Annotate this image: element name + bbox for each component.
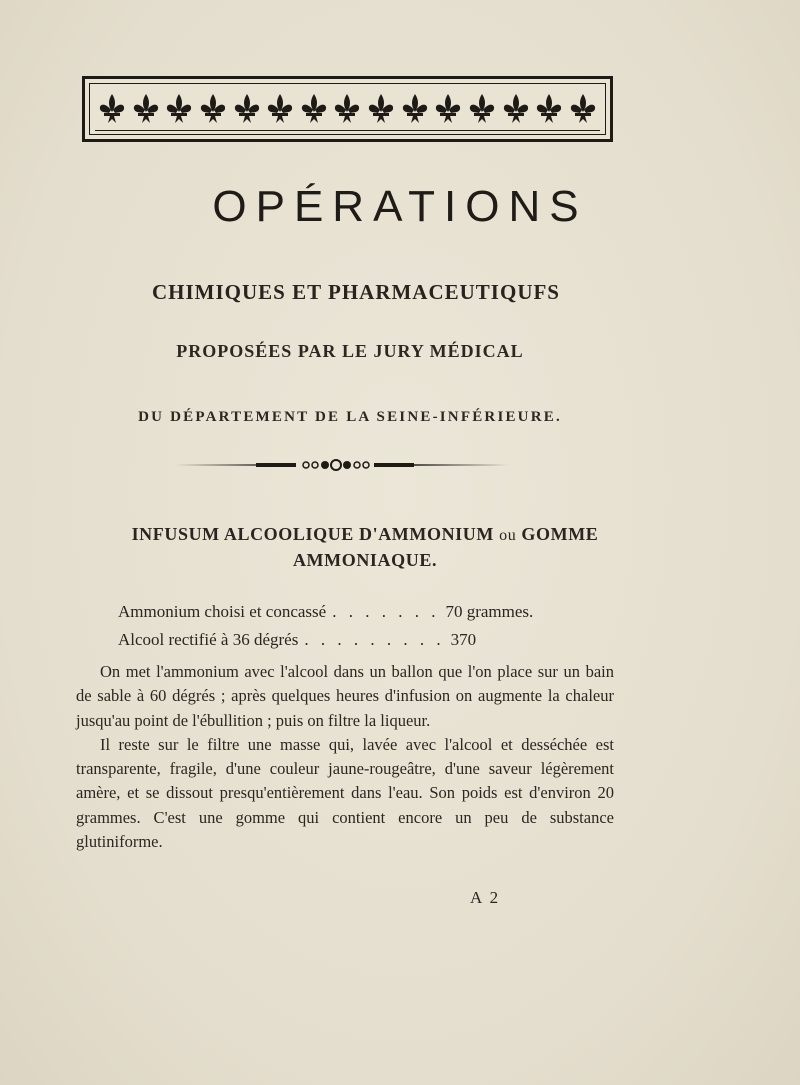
fleur-de-lis-icon: [198, 92, 228, 126]
heading-line-1: INFUSUM ALCOOLIQUE D'AMMONIUM: [131, 524, 494, 544]
ingredient-row: [118, 626, 618, 654]
paragraph: Il reste sur le filtre une masse qui, lavée avec l'alcool et desséchée est transparente, fragile, d'une couleur jaune-rougeâtre, d'une saveur légèrement amère, et se dissout presqu'entièrement dans l'eau. Son poids est d'environ 20 grammes. C'est une gomme qui contient encore un peu de substance glutiniforme.: [76, 734, 614, 852]
ornamental-header-band: [82, 76, 613, 142]
subtitle-proposees: PROPOSÉES PAR LE JURY MÉDICAL: [176, 341, 524, 361]
heading-line-2: AMMONIAQUE.: [292, 550, 438, 570]
page-title: OPÉRATIONS: [212, 182, 588, 231]
fleur-de-lis-icon: [164, 92, 194, 126]
fleur-de-lis-icon: [366, 92, 396, 126]
ingredient-name: Alcool rectifié à 36 dégrés: [118, 630, 299, 649]
paragraph: On met l'ammonium avec l'alcool dans un ballon que l'on place sur un bain de sable à 60 dégrés ; après quelques heures d'infusion on augmente la chaleur jusqu'au point de l'ébullition ; puis on filtre la liqueur.: [76, 662, 614, 730]
ingredient-list: [118, 598, 618, 654]
ingredient-quantity: 70 grammes.: [445, 602, 534, 621]
fleur-de-lis-icon: [299, 92, 329, 126]
fleur-de-lis-icon: [568, 92, 598, 126]
fleur-de-lis-row: [97, 91, 598, 127]
heading-ou: ou: [499, 527, 517, 544]
fleur-de-lis-icon: [97, 92, 127, 126]
ingredient-quantity: 370: [450, 630, 477, 649]
signature-mark: A 2: [470, 888, 501, 907]
fleur-de-lis-icon: [433, 92, 463, 126]
fleur-de-lis-icon: [501, 92, 531, 126]
fleur-de-lis-icon: [131, 92, 161, 126]
fleur-de-lis-icon: [467, 92, 497, 126]
fleur-de-lis-icon: [332, 92, 362, 126]
subtitle-chimiques: CHIMIQUES ET PHARMACEUTIQUFS: [152, 280, 560, 304]
fleur-de-lis-icon: [265, 92, 295, 126]
ingredient-leader: . . . . . . . . .: [304, 630, 445, 649]
body-text: [76, 660, 614, 854]
ingredient-name: Ammonium choisi et concassé: [118, 602, 327, 621]
subtitle-departement: DU DÉPARTEMENT DE LA SEINE-INFÉRIEURE.: [138, 409, 562, 425]
fleur-de-lis-icon: [232, 92, 262, 126]
ingredient-leader: . . . . . . .: [332, 602, 440, 621]
recipe-heading: [115, 522, 615, 572]
fleur-de-lis-icon: [534, 92, 564, 126]
ingredient-row: [118, 598, 618, 626]
ornament-rule: [95, 130, 600, 131]
fleur-de-lis-icon: [400, 92, 430, 126]
heading-line-1-tail: GOMME: [521, 524, 599, 544]
ornamental-divider: [176, 459, 511, 471]
